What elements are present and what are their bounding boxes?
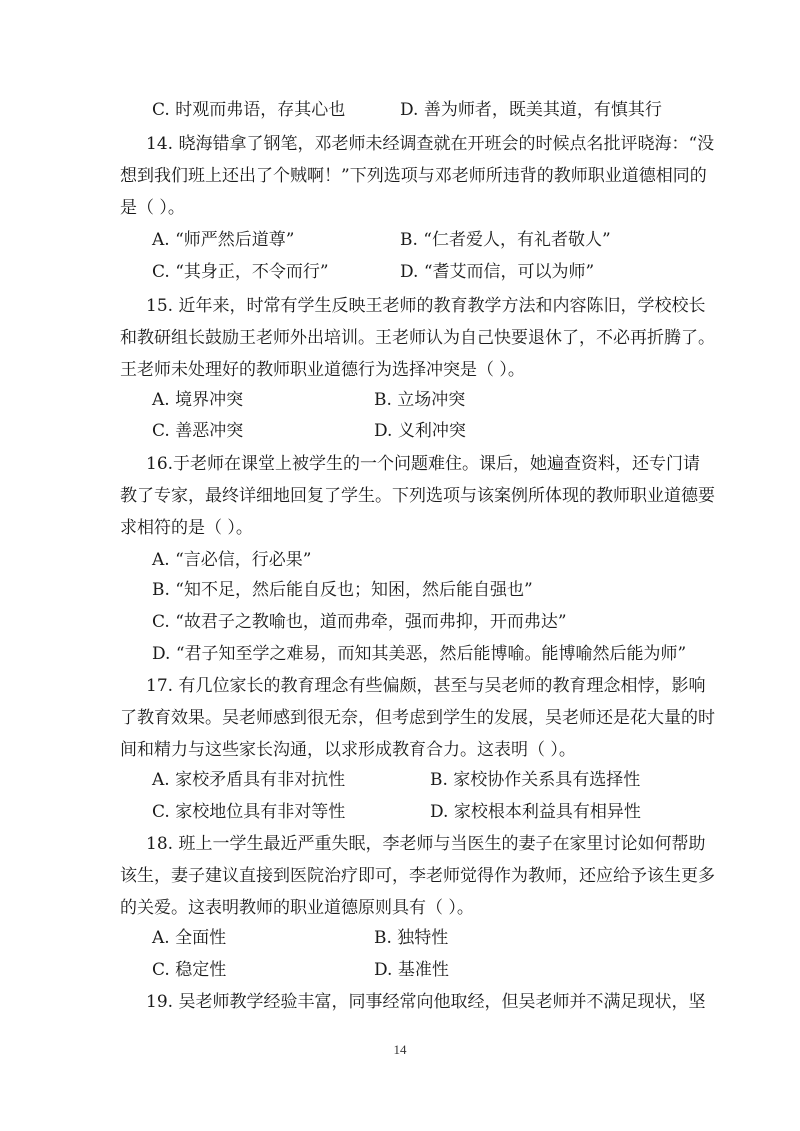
question-15-line-2: 和教研组长鼓励王老师外出培训。王老师认为自己快要退休了，不必再折腾了。 [120,328,715,348]
question-19-line-1: 19. 吴老师教学经验丰富，同事经常向他取经，但吴老师并不满足现状，坚 [146,992,706,1012]
question-17-option-d: D. 家校根本利益具有相异性 [430,802,641,822]
question-15-option-a: A. 境界冲突 [152,390,244,410]
question-16-option-b: B. “知不足，然后能自反也；知困，然后能自强也” [152,580,533,600]
question-17-option-a: A. 家校矛盾具有非对抗性 [152,770,346,790]
question-18-option-c: C. 稳定性 [152,960,227,980]
question-15-line-3: 王老师未处理好的教师职业道德行为选择冲突是（ ）。 [120,360,525,380]
question-14-option-c: C. “其身正，不令而行” [152,262,329,282]
question-16-option-d: D. “君子知至学之难易，而知其美恶，然后能博喻。能博喻然后能为师” [152,644,687,664]
question-18-option-a: A. 全面性 [152,928,227,948]
question-14-option-d: D. “耆艾而信，可以为师” [400,262,595,282]
question-18-option-b: B. 独特性 [374,928,449,948]
prev-option-d: D. 善为师者，既美其道，有慎其行 [400,100,662,120]
question-16-line-3: 求相符的是（ ）。 [120,518,253,538]
question-18-line-1: 18. 班上一学生最近严重失眠，李老师与当医生的妻子在家里讨论如何帮助 [146,834,706,854]
question-17-option-c: C. 家校地位具有非对等性 [152,802,346,822]
question-17-line-3: 间和精力与这些家长沟通，以求形成教育合力。这表明（ ）。 [120,740,576,760]
question-14-line-1: 14. 晓海错拿了钢笔，邓老师未经调查就在开班会的时候点名批评晓海：“没 [146,134,715,154]
question-15-line-1: 15. 近年来，时常有学生反映王老师的教育教学方法和内容陈旧，学校校长 [146,296,706,316]
question-16-option-c: C. “故君子之教喻也，道而弗牵，强而弗抑，开而弗达” [152,612,567,632]
question-17-option-b: B. 家校协作关系具有选择性 [430,770,641,790]
question-15-option-c: C. 善恶冲突 [152,421,244,441]
question-15-option-b: B. 立场冲突 [374,390,466,410]
question-16-line-1: 16.于老师在课堂上被学生的一个问题难住。课后，她遍查资料，还专门请 [146,454,701,474]
question-16-line-2: 教了专家，最终详细地回复了学生。下列选项与该案例所体现的教师职业道德要 [120,486,715,506]
question-14-line-3: 是（ ）。 [120,198,185,218]
question-14-line-2: 想到我们班上还出了个贼啊！”下列选项与邓老师所违背的教师职业道德相同的 [120,166,707,186]
question-18-line-2: 该生，妻子建议直接到医院治疗即可，李老师觉得作为教师，还应给予该生更多 [120,866,715,886]
page-number: 14 [393,1042,407,1057]
question-15-option-d: D. 义利冲突 [374,421,466,441]
question-18-line-3: 的关爱。这表明教师的职业道德原则具有（ ）。 [120,898,474,918]
question-14-option-b: B. “仁者爱人，有礼者敬人” [400,230,611,250]
question-17-line-1: 17. 有几位家长的教育理念有些偏颇，甚至与吴老师的教育理念相悖，影响 [146,676,706,696]
prev-option-c: C. 时观而弗语，存其心也 [152,100,346,120]
question-18-option-d: D. 基准性 [374,960,449,980]
question-16-option-a: A. “言必信，行必果” [152,550,312,570]
question-17-line-2: 了教育效果。吴老师感到很无奈，但考虑到学生的发展，吴老师还是花大量的时 [120,708,715,728]
question-14-option-a: A. “师严然后道尊” [152,230,295,250]
